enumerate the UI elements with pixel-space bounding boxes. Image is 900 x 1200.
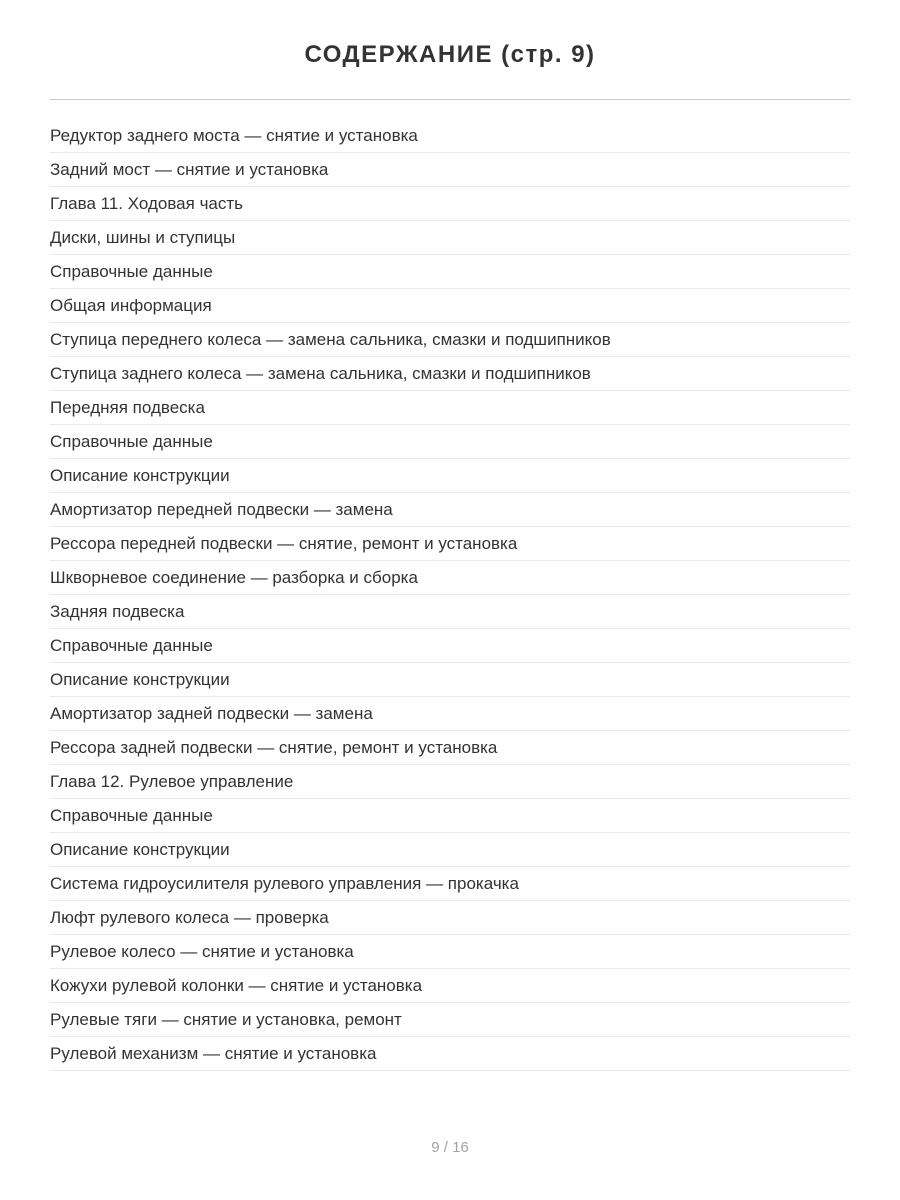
toc-item[interactable]: Описание конструкции (50, 833, 850, 867)
toc-item[interactable]: Люфт рулевого колеса — проверка (50, 901, 850, 935)
toc-item[interactable]: Глава 12. Рулевое управление (50, 765, 850, 799)
page-title: СОДЕРЖАНИЕ (стр. 9) (304, 41, 596, 68)
toc-item[interactable]: Справочные данные (50, 799, 850, 833)
toc-item[interactable]: Рессора передней подвески — снятие, ремонт и установка (50, 527, 850, 561)
toc-item[interactable]: Система гидроусилителя рулевого управления — прокачка (50, 867, 850, 901)
toc-item[interactable]: Общая информация (50, 289, 850, 323)
toc-item[interactable]: Амортизатор передней подвески — замена (50, 493, 850, 527)
toc-item[interactable]: Рессора задней подвески — снятие, ремонт и установка (50, 731, 850, 765)
title-divider (50, 99, 850, 100)
toc-item[interactable]: Рулевой механизм — снятие и установка (50, 1037, 850, 1071)
toc-item[interactable]: Описание конструкции (50, 459, 850, 493)
toc-list (50, 119, 850, 1071)
toc-item[interactable]: Шкворневое соединение — разборка и сборка (50, 561, 850, 595)
toc-item[interactable]: Амортизатор задней подвески — замена (50, 697, 850, 731)
toc-item[interactable]: Рулевое колесо — снятие и установка (50, 935, 850, 969)
toc-item[interactable]: Кожухи рулевой колонки — снятие и установка (50, 969, 850, 1003)
toc-item[interactable]: Передняя подвеска (50, 391, 850, 425)
toc-item[interactable]: Рулевые тяги — снятие и установка, ремонт (50, 1003, 850, 1037)
toc-item[interactable]: Задняя подвеска (50, 595, 850, 629)
toc-item[interactable]: Ступица переднего колеса — замена сальника, смазки и подшипников (50, 323, 850, 357)
toc-item[interactable]: Диски, шины и ступицы (50, 221, 850, 255)
toc-item[interactable]: Справочные данные (50, 629, 850, 663)
page-indicator: 9 / 16 (431, 1139, 469, 1156)
toc-item[interactable]: Справочные данные (50, 255, 850, 289)
toc-item[interactable]: Ступица заднего колеса — замена сальника, смазки и подшипников (50, 357, 850, 391)
toc-item[interactable]: Справочные данные (50, 425, 850, 459)
toc-item[interactable]: Описание конструкции (50, 663, 850, 697)
toc-item[interactable]: Задний мост — снятие и установка (50, 153, 850, 187)
toc-item[interactable]: Глава 11. Ходовая часть (50, 187, 850, 221)
toc-item[interactable]: Редуктор заднего моста — снятие и установка (50, 119, 850, 153)
